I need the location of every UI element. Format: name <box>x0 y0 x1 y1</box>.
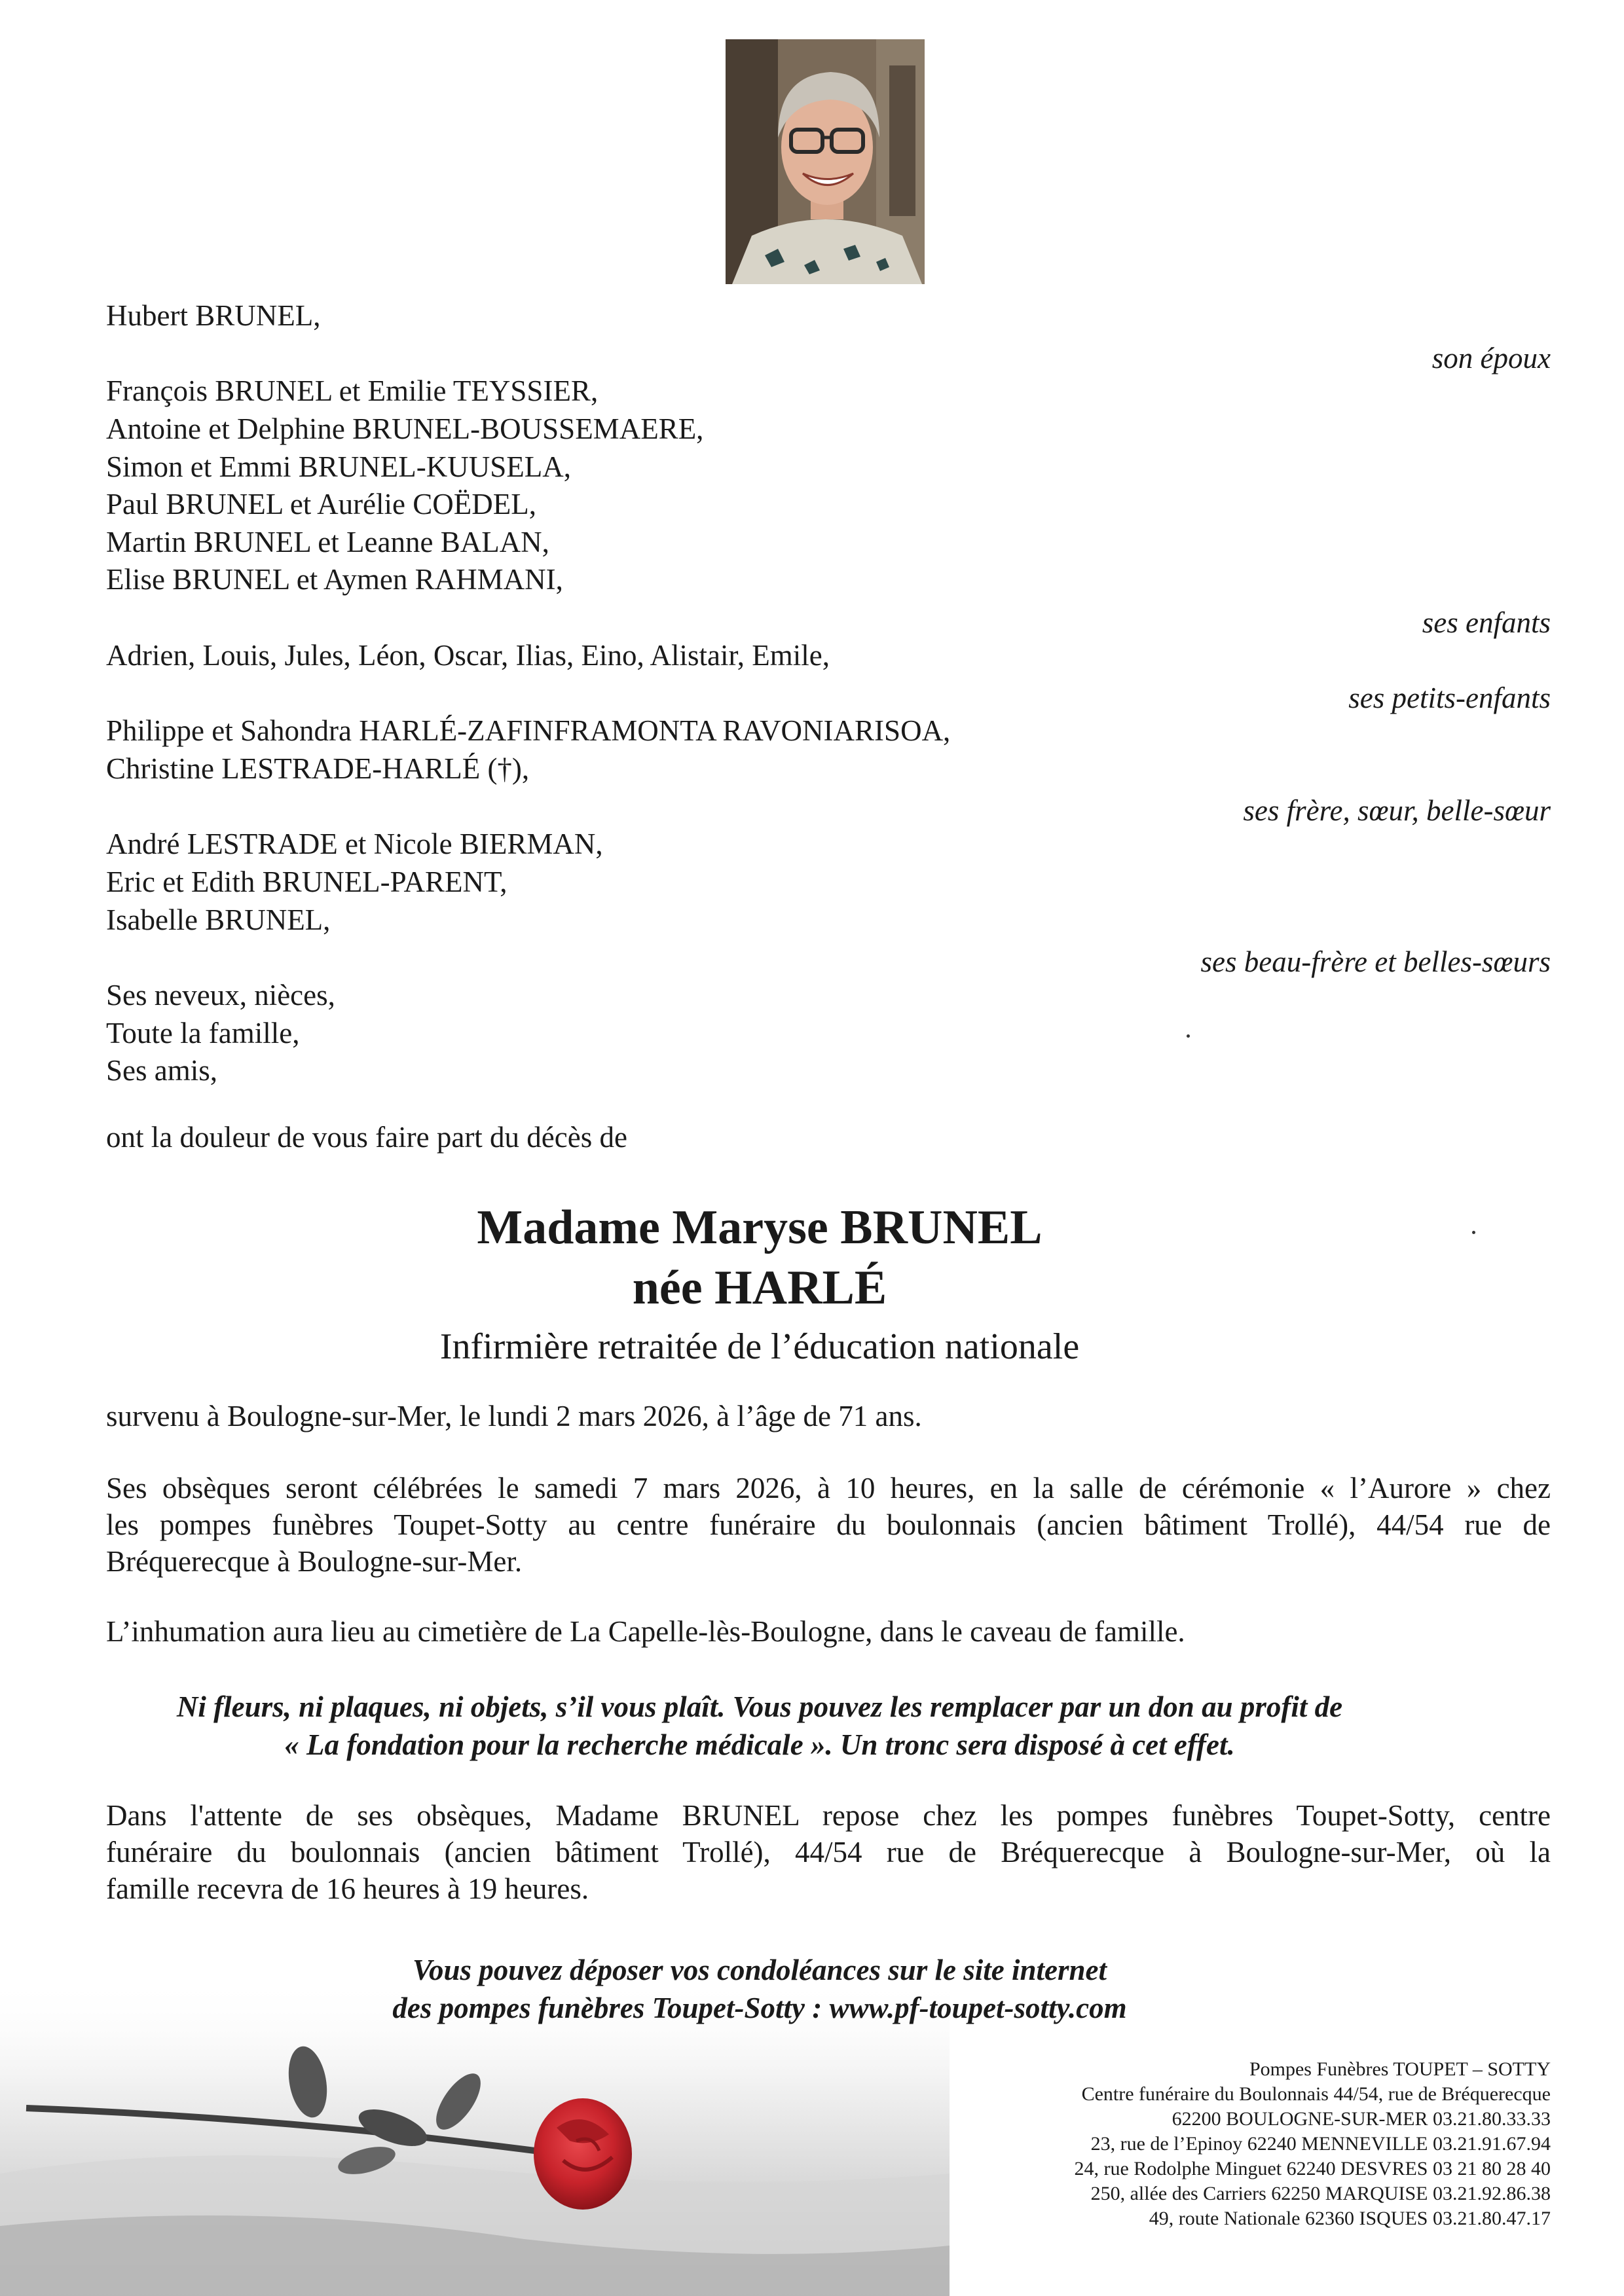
funeral-home-line: Pompes Funèbres TOUPET – SOTTY <box>1249 2058 1551 2080</box>
funeral-line: les pompes funèbres Toupet-Sotty au centre funéraire du boulonnais (ancien bâtiment Trollé), 44/54 rue de <box>106 1508 1551 1541</box>
deceased-maiden-name: née HARLÉ <box>632 1261 887 1315</box>
children-role: ses enfants <box>1422 606 1551 639</box>
in-law-line: André LESTRADE et Nicole BIERMAN, <box>106 828 603 860</box>
others-line: Ses neveux, nièces, <box>106 979 335 1011</box>
scan-speck <box>1187 1034 1190 1038</box>
viewing-line: Dans l'attente de ses obsèques, Madame BRUNEL repose chez les pompes funèbres Toupet-Sotty, centre <box>106 1799 1551 1832</box>
in-laws-role: ses beau-frère et belles-sœurs <box>1200 945 1551 978</box>
flowers-note-line: Ni fleurs, ni plaques, ni objets, s’il vous plaît. Vous pouvez les remplacer par un don au profit de <box>176 1690 1343 1723</box>
in-law-line: Eric et Edith BRUNEL-PARENT, <box>106 866 507 898</box>
scan-speck <box>1472 1231 1475 1234</box>
child-line: Simon et Emmi BRUNEL-KUUSELA, <box>106 450 571 483</box>
sibling-line: Philippe et Sahondra HARLÉ-ZAFINFRAMONTA RAVONIARISOA, <box>106 714 951 747</box>
others-line: Toute la famille, <box>106 1017 300 1049</box>
child-line: Martin BRUNEL et Leanne BALAN, <box>106 526 549 558</box>
grandchildren-role: ses petits-enfants <box>1348 682 1551 714</box>
viewing-paragraph <box>106 1797 1551 1907</box>
spouse-role: son époux <box>1431 342 1551 374</box>
funeral-home-line: 24, rue Rodolphe Minguet 62240 DESVRES 03 21 80 28 40 <box>1074 2158 1551 2179</box>
funeral-paragraph <box>106 1470 1551 1580</box>
condolences-line: des pompes funèbres Toupet-Sotty : www.pf-toupet-sotty.com <box>392 1992 1127 2024</box>
funeral-home-line: Centre funéraire du Boulonnais 44/54, rue de Bréquerecque <box>1081 2083 1551 2105</box>
funeral-line: Bréquerecque à Boulogne-sur-Mer. <box>106 1545 523 1578</box>
in-law-line: Isabelle BRUNEL, <box>106 903 331 936</box>
burial-notice: L’inhumation aura lieu au cimetière de La Capelle-lès-Boulogne, dans le caveau de famille. <box>106 1615 1185 1648</box>
siblings-role: ses frère, sœur, belle-sœur <box>1243 794 1551 827</box>
death-notice: survenu à Boulogne-sur-Mer, le lundi 2 mars 2026, à l’âge de 71 ans. <box>106 1400 922 1432</box>
child-line: Elise BRUNEL et Aymen RAHMANI, <box>106 563 563 596</box>
child-line: François BRUNEL et Emilie TEYSSIER, <box>106 374 599 407</box>
flowers-note-line: « La fondation pour la recherche médicale ». Un tronc sera disposé à cet effet. <box>284 1728 1235 1761</box>
viewing-line: funéraire du boulonnais (ancien bâtiment Trollé), 44/54 rue de Bréquerecque à Boulogne-sur-Mer, où la <box>106 1836 1551 1868</box>
deceased-name: Madame Maryse BRUNEL <box>477 1201 1043 1254</box>
funeral-home-info <box>1075 2057 1551 2231</box>
others-line: Ses amis, <box>106 1054 218 1087</box>
sibling-line: Christine LESTRADE-HARLÉ (†), <box>106 752 530 785</box>
condolences-line: Vous pouvez déposer vos condoléances sur le site internet <box>412 1954 1107 1986</box>
grandchildren-line: Adrien, Louis, Jules, Léon, Oscar, Ilias, Eino, Alistair, Emile, <box>106 639 830 672</box>
deceased-occupation: Infirmière retraitée de l’éducation nationale <box>439 1326 1080 1367</box>
funeral-home-line: 62200 BOULOGNE-SUR-MER 03.21.80.33.33 <box>1172 2108 1551 2130</box>
spouse-name: Hubert BRUNEL, <box>106 299 321 332</box>
funeral-line: Ses obsèques seront célébrées le samedi 7 mars 2026, à 10 heures, en la salle de cérémonie « l’Aurore » chez <box>106 1472 1551 1504</box>
child-line: Antoine et Delphine BRUNEL-BOUSSEMAERE, <box>106 412 704 445</box>
viewing-line: famille recevra de 16 heures à 19 heures. <box>106 1872 589 1905</box>
child-line: Paul BRUNEL et Aurélie COËDEL, <box>106 488 536 520</box>
announcement-intro: ont la douleur de vous faire part du décès de <box>106 1121 627 1154</box>
funeral-home-line: 49, route Nationale 62360 ISQUES 03.21.80.47.17 <box>1149 2208 1551 2229</box>
funeral-home-line: 23, rue de l’Epinoy 62240 MENNEVILLE 03.21.91.67.94 <box>1090 2133 1551 2155</box>
funeral-home-line: 250, allée des Carriers 62250 MARQUISE 03.21.92.86.38 <box>1090 2183 1551 2204</box>
portrait-photo <box>726 39 925 284</box>
